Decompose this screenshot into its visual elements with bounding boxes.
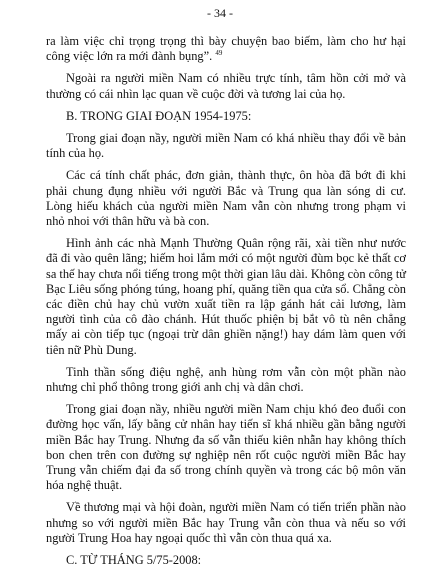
paragraph-text: ra làm việc chỉ trọng trọng thì bày chuyện bao biếm, làm cho hư hại công việc lớn ra mới đành bụng”.: [46, 34, 406, 64]
page-number: - 34 -: [207, 6, 233, 20]
footnote-marker: 49: [215, 49, 223, 58]
paragraph: Hình ảnh các nhà Mạnh Thường Quân rộng rãi, xài tiền như nước đã đi vào quên lãng; hiếm hoi lắm mới có một người đùm bọc kẻ thất cơ sa thế hay chưa nổi tiếng trong một thời gian lâu dài. Không còn công tử Bạc Liêu sống phóng túng, hoang phí, quăng tiền qua cửa sổ. Chẳng còn các điền chủ hay chủ vườn xuất tiền ra lập gánh hát cải lương, làm người tình của cô đào chánh. Hút thuốc phiện bị bắt vô tù nên chẳng mấy ai còn tiếp tục (ngoại trừ dân ghiền nặng!) hay dám làm quen với tiên nữ Phù Dung.: [46, 236, 406, 357]
paragraph: Ngoài ra người miền Nam có nhiều trực tính, tâm hồn cởi mở và thường có cái nhìn lạc quan về cuộc đời và tương lai của họ.: [46, 71, 406, 101]
paragraph: Trong giai đoạn nầy, nhiều người miền Nam chịu khó đeo đuổi con đường học vấn, lấy bằng cử nhân hay tiến sĩ khá nhiều gần bằng người miền Bắc hay Trung. Nhưng đa số vẫn thiếu kiên nhẫn hay không thích bon chen trên con đường sự nghiệp nên rốt cuộc người miền Bắc hay Trung vẫn chiếm đại đa số trong chính quyền và trong các bộ môn văn hóa nghệ thuật.: [46, 402, 406, 493]
section-heading-b: B. TRONG GIAI ĐOẠN 1954-1975:: [66, 108, 252, 123]
paragraph: Về thương mại và hội đoàn, người miền Nam có tiến triển phần nào nhưng so với người miền Bắc hay Trung vẫn còn thua và nếu so với người Trung Hoa hay ngoại quốc thì vẫn còn thua quá xa.: [46, 500, 406, 545]
page-body: [46, 34, 406, 575]
section-heading-c: C. TỪ THÁNG 5/75-2008:: [66, 553, 202, 568]
paragraph: Trong giai đoạn nầy, người miền Nam có khá nhiều thay đổi về bản tính của họ.: [46, 131, 406, 161]
paragraph: Tinh thần sống điệu nghệ, anh hùng rơm vẫn còn một phần nào nhưng chỉ phổ thông trong giới anh chị và dân chơi.: [46, 364, 406, 395]
paragraph: Các cá tính chất phác, đơn giản, thành thực, ôn hòa đã bớt đi khi phải chung đụng nhiều với người Bắc và Trung qua làn sóng di cư. Lòng hiếu khách của người miền Nam vẫn còn nhưng trong phạm vi nhỏ nhoi với thân hữu và bà con.: [46, 168, 406, 229]
paragraph-continuation: [46, 34, 406, 64]
